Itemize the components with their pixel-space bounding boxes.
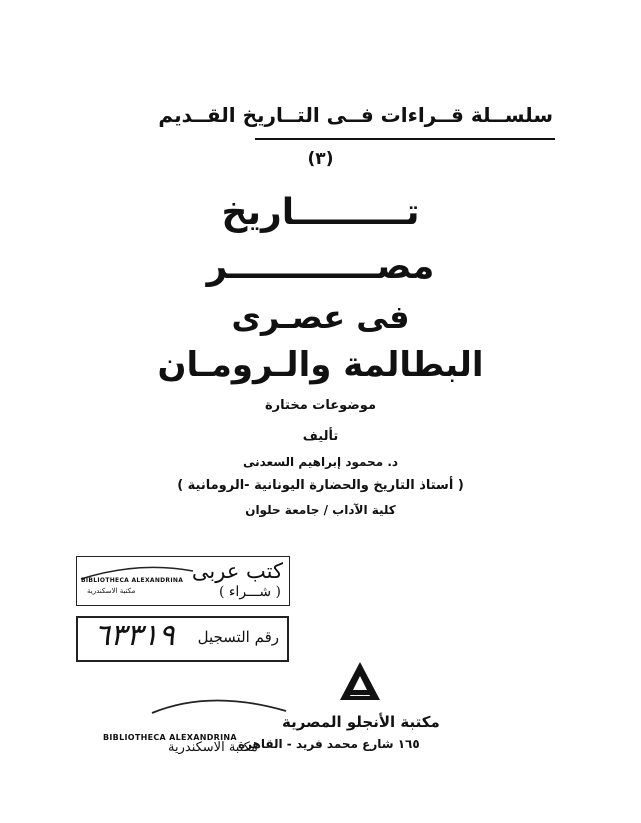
stamp-kutub-arabi: كتب عربى <box>191 559 283 583</box>
author-position: ( أستاذ التاريخ والحضارة اليونانية -الرومانية ) <box>177 478 464 493</box>
stamp-library-en: BIBLIOTHECA ALEXANDRINA <box>81 577 184 584</box>
publisher-logo-icon <box>338 660 382 704</box>
publisher-name: مكتبة الأنجلو المصرية <box>282 713 440 731</box>
author-name: د. محمود إبراهيم السعدنى <box>242 455 399 469</box>
main-title-line-4: البطالمة والـرومـان <box>157 345 484 385</box>
subtitle: موضوعات مختارة <box>264 398 377 413</box>
author-faculty: كلية الآداب / جامعة حلوان <box>245 503 396 517</box>
bottom-stamp-library-ar: مكتبة الاسكندرية <box>168 740 258 755</box>
main-title-line-1: تـــــــــاريخ <box>221 192 420 233</box>
series-number: (٣) <box>307 149 334 169</box>
header-rule <box>255 138 555 140</box>
main-title-line-2: مصــــــــــــر <box>206 246 435 287</box>
publisher-address: ١٦٥ شارع محمد فريد - القاهرة <box>238 737 420 751</box>
author-label: تأليف <box>302 429 339 444</box>
registration-stamp <box>76 616 289 662</box>
main-title-line-3: فى عصـرى <box>231 298 410 336</box>
series-title: سلســلة قــراءات فــى التــاريخ القــديم <box>158 103 553 127</box>
registration-label: رقم التسجيل <box>197 628 279 646</box>
registration-number: ٦٣٣١٩ <box>94 618 175 653</box>
bottom-stamp-library-en: BIBLIOTHECA ALEXANDRINA <box>103 733 237 742</box>
purchase-stamp <box>76 556 290 606</box>
stamp-shira: ( شـــراء ) <box>218 584 281 600</box>
bottom-stamp-arc-icon <box>150 683 290 717</box>
stamp-library-ar: مكتبة الاسكندرية <box>87 587 136 595</box>
